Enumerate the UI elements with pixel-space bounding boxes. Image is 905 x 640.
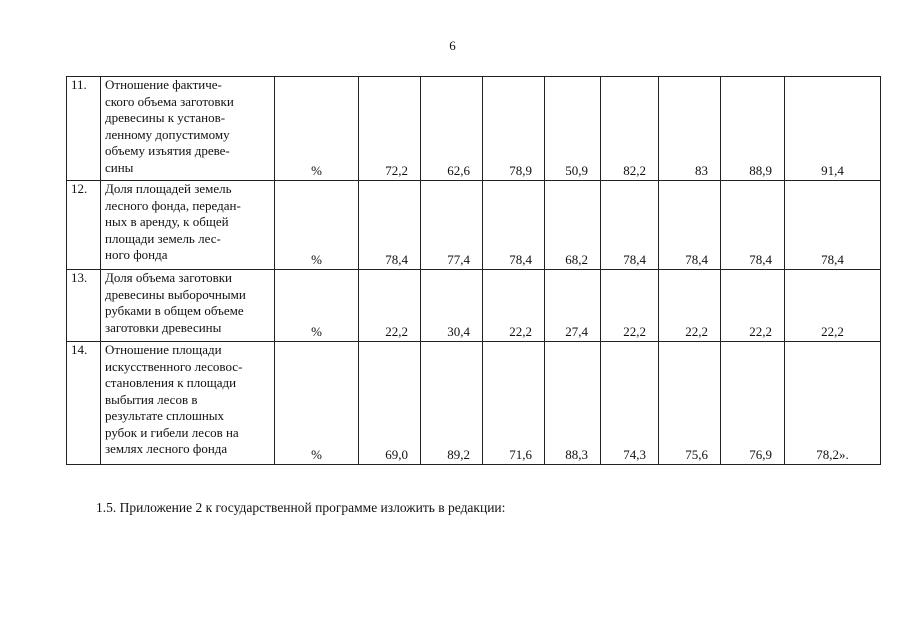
unit-cell: % xyxy=(275,181,359,270)
value-cell: 88,9 xyxy=(721,77,785,181)
indicator-name-line: древесины к установ- xyxy=(105,110,226,125)
unit-cell: % xyxy=(275,342,359,465)
value-cell: 88,3 xyxy=(545,342,601,465)
value-cell: 22,2 xyxy=(659,270,721,342)
indicator-name-line: выбытия лесов в xyxy=(105,391,198,407)
indicator-name-line: ского объема заготовки xyxy=(105,93,234,109)
value-cell: 78,4 xyxy=(785,181,881,270)
indicator-name-line: заготовки древесины xyxy=(105,319,222,335)
table-row xyxy=(67,270,881,342)
value-cell: 22,2 xyxy=(359,270,421,342)
indicator-name-line: сины xyxy=(105,159,134,175)
value-cell: 22,2 xyxy=(483,270,545,342)
unit-cell: % xyxy=(275,270,359,342)
unit-cell: % xyxy=(275,77,359,181)
value-cell: 78,4 xyxy=(721,181,785,270)
indicator-name-line: землях лесного фонда xyxy=(105,441,228,456)
table-body xyxy=(67,77,881,465)
row-number: 14. xyxy=(67,342,101,465)
row-number: 11. xyxy=(67,77,101,181)
indicator-name-line: Доля объема заготовки xyxy=(105,270,233,285)
value-cell: 77,4 xyxy=(421,181,483,270)
value-cell: 22,2 xyxy=(601,270,659,342)
indicator-name-line: Доля площадей земель xyxy=(105,181,232,196)
table-row xyxy=(67,77,881,181)
indicator-name-line: Отношение фактиче- xyxy=(105,77,222,92)
indicator-name-line: Отношение площади xyxy=(105,342,222,357)
indicator-name xyxy=(101,342,275,465)
indicator-name-line: становления к площади xyxy=(105,375,237,390)
indicator-name-line: ных в аренду, к общей xyxy=(105,214,229,229)
value-cell: 76,9 xyxy=(721,342,785,465)
value-cell: 78,4 xyxy=(659,181,721,270)
page-number: 6 xyxy=(449,38,456,53)
value-cell: 75,6 xyxy=(659,342,721,465)
indicator-name xyxy=(101,270,275,342)
value-cell: 22,2 xyxy=(721,270,785,342)
indicator-name-line: рубками в общем объеме xyxy=(105,303,244,318)
value-cell: 78,4 xyxy=(359,181,421,270)
row-number: 12. xyxy=(67,181,101,270)
value-cell: 62,6 xyxy=(421,77,483,181)
value-cell: 72,2 xyxy=(359,77,421,181)
indicator-name-line: результате сплошных xyxy=(105,408,225,423)
value-cell: 82,2 xyxy=(601,77,659,181)
value-cell: 89,2 xyxy=(421,342,483,465)
indicator-name-line: искусственного лесовос- xyxy=(105,358,243,374)
indicator-name-line: рубок и гибели лесов на xyxy=(105,424,239,440)
value-cell: 78,4 xyxy=(601,181,659,270)
value-cell: 78,2». xyxy=(785,342,881,465)
closing-paragraph: 1.5. Приложение 2 к государственной программе изложить в редакции: xyxy=(96,500,506,515)
value-cell: 83 xyxy=(659,77,721,181)
value-cell: 50,9 xyxy=(545,77,601,181)
indicator-name-line: лесного фонда, передан- xyxy=(105,197,241,213)
indicator-name-line: древесины выборочными xyxy=(105,286,246,302)
indicator-name xyxy=(101,181,275,270)
indicator-name-line: объему изъятия древе- xyxy=(105,143,230,158)
row-number: 13. xyxy=(67,270,101,342)
indicators-table xyxy=(66,76,881,465)
value-cell: 78,9 xyxy=(483,77,545,181)
table-row xyxy=(67,181,881,270)
indicator-name-line: ленному допустимому xyxy=(105,126,230,142)
value-cell: 74,3 xyxy=(601,342,659,465)
table-row xyxy=(67,342,881,465)
value-cell: 71,6 xyxy=(483,342,545,465)
value-cell: 91,4 xyxy=(785,77,881,181)
value-cell: 69,0 xyxy=(359,342,421,465)
indicator-name-line: ного фонда xyxy=(105,247,168,262)
indicator-name xyxy=(101,77,275,181)
value-cell: 68,2 xyxy=(545,181,601,270)
indicator-name-line: площади земель лес- xyxy=(105,230,221,246)
value-cell: 22,2 xyxy=(785,270,881,342)
value-cell: 30,4 xyxy=(421,270,483,342)
value-cell: 27,4 xyxy=(545,270,601,342)
value-cell: 78,4 xyxy=(483,181,545,270)
